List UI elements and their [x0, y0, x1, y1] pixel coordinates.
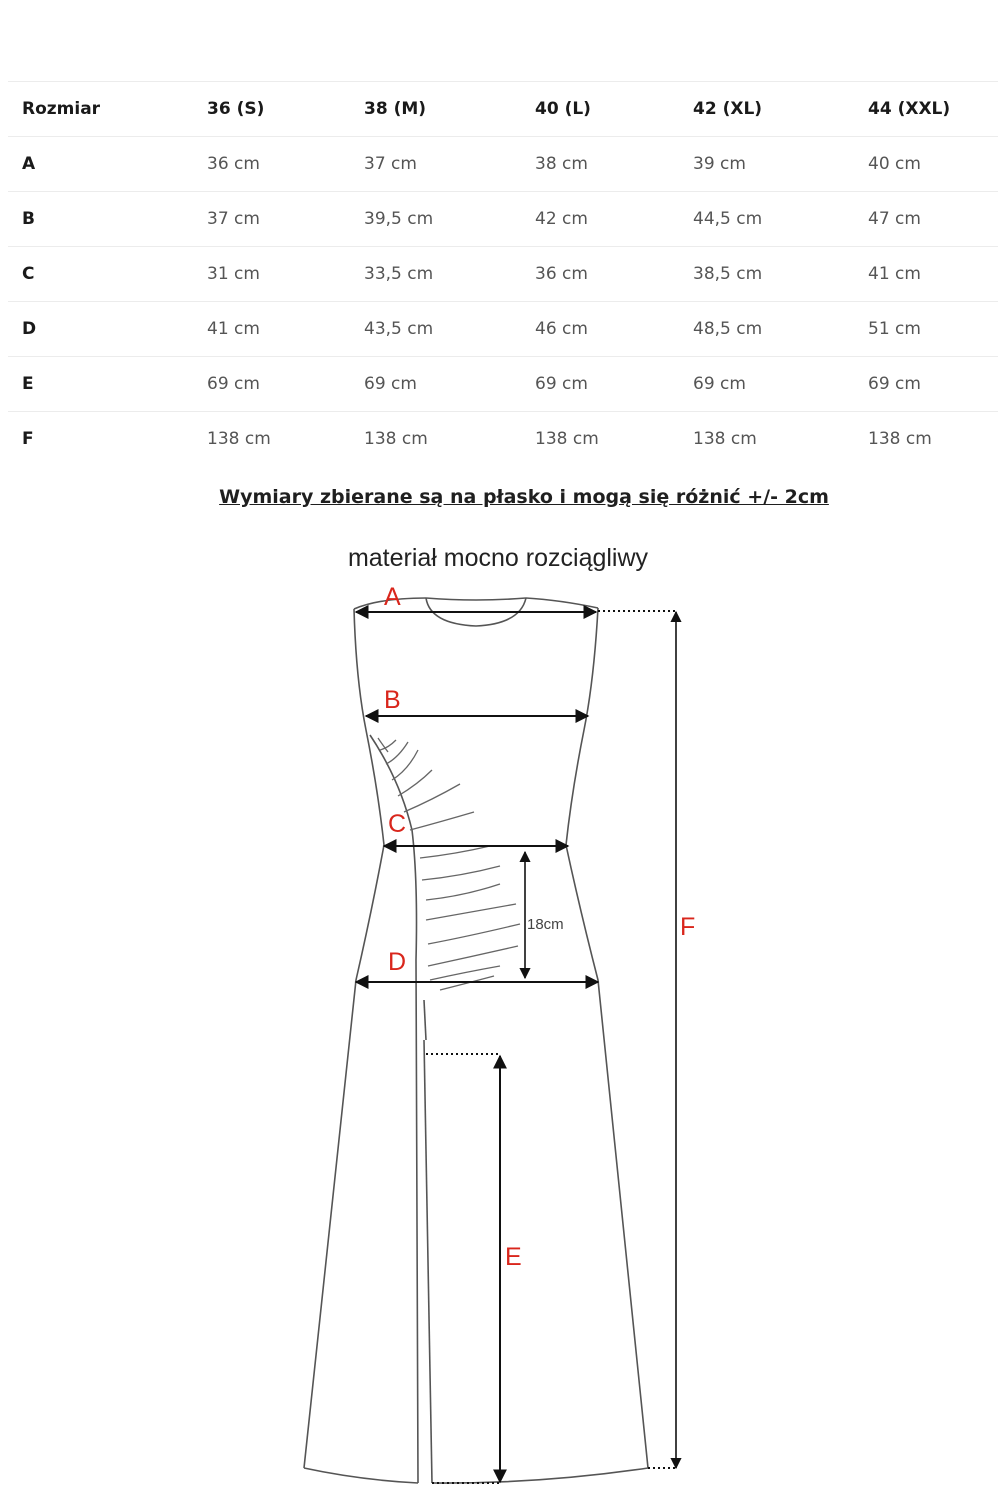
wrap-edge-right [424, 1040, 432, 1483]
table-cell: 138 cm [193, 412, 350, 467]
header-44-xxl: 44 (XXL) [854, 82, 998, 137]
table-cell: 46 cm [521, 302, 679, 357]
table-cell: 36 cm [193, 137, 350, 192]
table-row [8, 137, 998, 192]
table-cell: 69 cm [350, 357, 521, 412]
table-cell: 37 cm [350, 137, 521, 192]
table-cell: 39 cm [679, 137, 854, 192]
table-cell: 41 cm [193, 302, 350, 357]
table-cell: 40 cm [854, 137, 998, 192]
table-row [8, 192, 998, 247]
table-cell: 42 cm [521, 192, 679, 247]
dotted-guides [426, 611, 676, 1483]
dress-outline [304, 598, 648, 1483]
row-label: E [8, 357, 193, 412]
table-cell: 138 cm [521, 412, 679, 467]
header-42-xl: 42 (XL) [679, 82, 854, 137]
row-label: B [8, 192, 193, 247]
label-e: E [505, 1243, 522, 1271]
diagram-title: materiał mocno rozciągliwy [347, 544, 649, 572]
table-cell: 69 cm [679, 357, 854, 412]
table-cell: 69 cm [854, 357, 998, 412]
table-cell: 69 cm [521, 357, 679, 412]
table-row [8, 302, 998, 357]
neckline-top [426, 598, 526, 600]
table-cell: 44,5 cm [679, 192, 854, 247]
table-cell: 47 cm [854, 192, 998, 247]
header-36-s: 36 (S) [193, 82, 350, 137]
table-cell: 41 cm [854, 247, 998, 302]
measurement-arrows [356, 612, 676, 1482]
table-cell: 38,5 cm [679, 247, 854, 302]
table-cell: 51 cm [854, 302, 998, 357]
table-cell: 48,5 cm [679, 302, 854, 357]
header-40-l: 40 (L) [521, 82, 679, 137]
table-row [8, 357, 998, 412]
table-cell: 39,5 cm [350, 192, 521, 247]
table-cell: 38 cm [521, 137, 679, 192]
table-cell: 36 cm [521, 247, 679, 302]
table-row [8, 412, 998, 467]
label-f: F [680, 913, 696, 941]
row-label: A [8, 137, 193, 192]
hem [304, 1468, 648, 1483]
table-header-row [8, 82, 998, 137]
right-side-seam [566, 608, 648, 1468]
table-cell: 138 cm [679, 412, 854, 467]
table-cell: 69 cm [193, 357, 350, 412]
measurement-note-text: Wymiary zbierane są na płasko i mogą się różnić +/- 2cm [219, 486, 829, 508]
table-cell: 31 cm [193, 247, 350, 302]
header-size: Rozmiar [8, 82, 193, 137]
label-b: B [384, 686, 401, 714]
measurement-note [0, 486, 1000, 508]
table-cell: 138 cm [854, 412, 998, 467]
table-cell: 33,5 cm [350, 247, 521, 302]
header-38-m: 38 (M) [350, 82, 521, 137]
table-row [8, 247, 998, 302]
drape-edge [424, 1000, 426, 1040]
table-cell: 43,5 cm [350, 302, 521, 357]
table-cell: 37 cm [193, 192, 350, 247]
label-c: C [388, 810, 407, 838]
dress-measurement-diagram [0, 530, 1000, 1500]
label-a: A [384, 583, 401, 611]
slit-measure-label: 18cm [527, 916, 564, 933]
table-cell: 138 cm [350, 412, 521, 467]
row-label: D [8, 302, 193, 357]
size-table [8, 81, 998, 466]
wrap-edge-left [370, 735, 418, 1483]
row-label: C [8, 247, 193, 302]
row-label: F [8, 412, 193, 467]
label-d: D [388, 948, 407, 976]
